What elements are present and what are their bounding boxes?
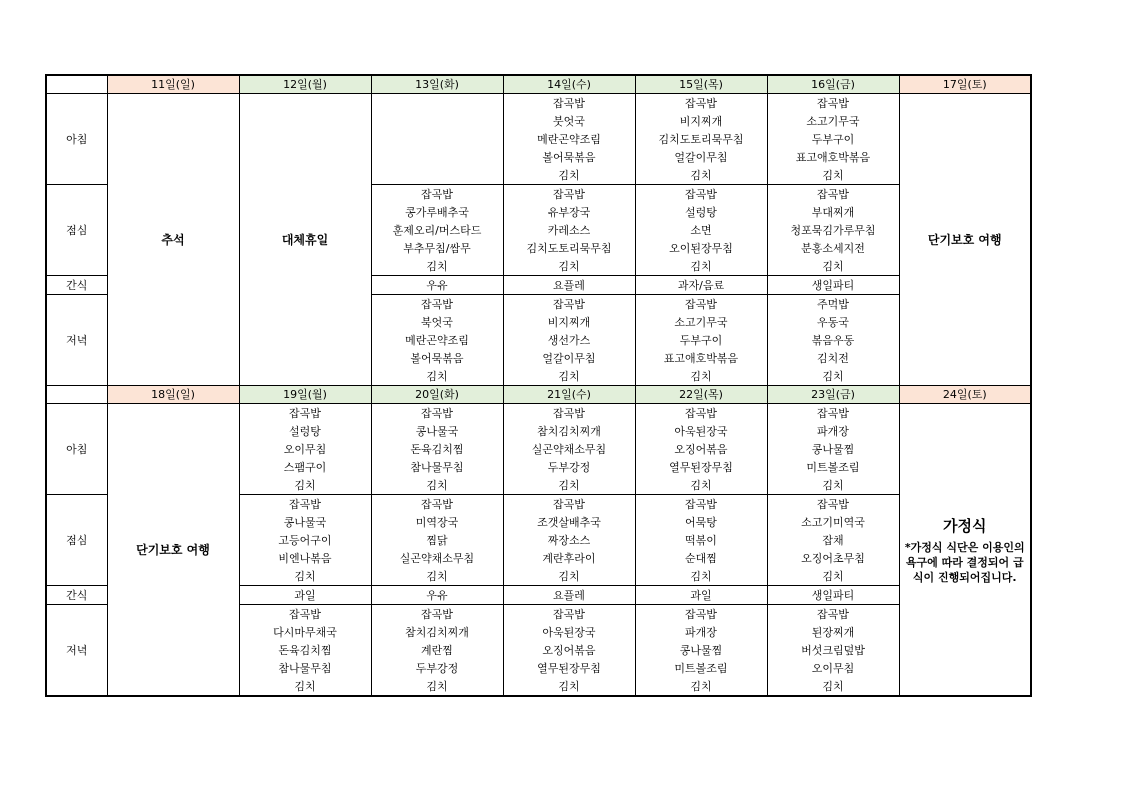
day-header: 12일(월) [239, 75, 371, 94]
menu-item: 설렁탕 [635, 203, 767, 221]
menu-item: 파개장 [767, 422, 899, 440]
meal-label-dinner: 저녁 [46, 605, 107, 697]
menu-item: 잡곡밥 [371, 495, 503, 514]
menu-item: 미트볼조림 [635, 659, 767, 677]
menu-item: 두부구이 [767, 130, 899, 148]
menu-item: 잡곡밥 [635, 185, 767, 204]
snack-item: 우유 [371, 276, 503, 295]
menu-item: 아욱된장국 [503, 623, 635, 641]
menu-item: 잡곡밥 [635, 404, 767, 423]
menu-item: 잡곡밥 [767, 185, 899, 204]
menu-item: 김치 [767, 567, 899, 586]
menu-item: 잡곡밥 [239, 404, 371, 423]
menu-item: 잡곡밥 [371, 185, 503, 204]
header-blank [46, 386, 107, 404]
menu-item: 오이무침 [239, 440, 371, 458]
menu-item: 미역장국 [371, 513, 503, 531]
meal-label-breakfast: 아침 [46, 404, 107, 495]
menu-item: 계란찜 [371, 641, 503, 659]
menu-item: 잡곡밥 [767, 94, 899, 113]
menu-item: 소고기무국 [635, 313, 767, 331]
menu-item: 김치 [503, 257, 635, 276]
short-term-trip: 단기보호 여행 [107, 404, 239, 697]
menu-item: 떡볶이 [635, 531, 767, 549]
menu-item: 두부구이 [635, 331, 767, 349]
menu-item: 계란후라이 [503, 549, 635, 567]
menu-item: 된장찌개 [767, 623, 899, 641]
empty-cell [371, 94, 503, 185]
menu-item: 아욱된장국 [635, 422, 767, 440]
day-header: 21일(수) [503, 386, 635, 404]
day-header: 15일(목) [635, 75, 767, 94]
menu-item: 참치김치찌개 [503, 422, 635, 440]
day-header: 23일(금) [767, 386, 899, 404]
menu-item: 두부강정 [371, 659, 503, 677]
menu-item: 콩가루배추국 [371, 203, 503, 221]
menu-item: 오징어볶음 [503, 641, 635, 659]
menu-item: 김치도토리묵무침 [635, 130, 767, 148]
menu-item: 다시마무채국 [239, 623, 371, 641]
menu-item: 김치 [635, 677, 767, 696]
menu-item: 비지찌개 [503, 313, 635, 331]
meal-label-breakfast: 아침 [46, 94, 107, 185]
menu-item: 메란곤약조림 [371, 331, 503, 349]
menu-item: 김치 [503, 476, 635, 495]
menu-item: 잡곡밥 [635, 495, 767, 514]
menu-item: 잡곡밥 [503, 605, 635, 624]
menu-item: 얼갈이무침 [635, 148, 767, 166]
menu-item: 소고기미역국 [767, 513, 899, 531]
menu-item: 주먹밥 [767, 295, 899, 314]
holiday-substitute: 대체휴일 [239, 94, 371, 386]
meal-label-dinner: 저녁 [46, 295, 107, 386]
menu-item: 비엔나볶음 [239, 549, 371, 567]
menu-item: 김치 [635, 257, 767, 276]
menu-item: 카레소스 [503, 221, 635, 239]
menu-item: 버섯크림덮밥 [767, 641, 899, 659]
menu-item: 우동국 [767, 313, 899, 331]
menu-item: 볼어묵볶음 [503, 148, 635, 166]
menu-item: 잡곡밥 [635, 94, 767, 113]
menu-item: 열무된장무침 [503, 659, 635, 677]
meal-label-lunch: 점심 [46, 185, 107, 276]
menu-item: 북엇국 [371, 313, 503, 331]
menu-item: 잡곡밥 [503, 495, 635, 514]
menu-item: 오징어볶음 [635, 440, 767, 458]
menu-item: 오이무침 [767, 659, 899, 677]
menu-item: 김치도토리묵무침 [503, 239, 635, 257]
menu-item: 잡곡밥 [767, 404, 899, 423]
menu-item: 김치 [239, 476, 371, 495]
day-header: 22일(목) [635, 386, 767, 404]
header-blank [46, 75, 107, 94]
menu-item: 잡곡밥 [767, 605, 899, 624]
menu-item: 순대찜 [635, 549, 767, 567]
snack-item: 우유 [371, 586, 503, 605]
meal-label-snack: 간식 [46, 276, 107, 295]
menu-item: 부대찌개 [767, 203, 899, 221]
day-header: 13일(화) [371, 75, 503, 94]
menu-item: 참나물무침 [239, 659, 371, 677]
menu-item: 참나물무침 [371, 458, 503, 476]
menu-item: 김치 [767, 367, 899, 386]
home-meal-title: 가정식 [943, 516, 987, 535]
menu-item: 돈육김치찜 [239, 641, 371, 659]
menu-item: 김치 [635, 367, 767, 386]
snack-item: 생일파티 [767, 276, 899, 295]
menu-item: 콩나물찜 [635, 641, 767, 659]
menu-item: 김치 [371, 476, 503, 495]
snack-item: 요플레 [503, 276, 635, 295]
menu-item: 콩나물찜 [767, 440, 899, 458]
menu-item: 볶음우동 [767, 331, 899, 349]
menu-item: 얼갈이무침 [503, 349, 635, 367]
menu-item: 찜닭 [371, 531, 503, 549]
day-header: 18일(일) [107, 386, 239, 404]
menu-item: 소면 [635, 221, 767, 239]
menu-item: 김치 [635, 567, 767, 586]
day-header: 16일(금) [767, 75, 899, 94]
menu-item: 실곤약채소무침 [503, 440, 635, 458]
menu-item: 표고애호박볶음 [635, 349, 767, 367]
snack-item: 생일파티 [767, 586, 899, 605]
menu-item: 고등어구이 [239, 531, 371, 549]
weekly-meal-table [45, 74, 1032, 697]
menu-item: 김치 [635, 166, 767, 185]
menu-item: 잡곡밥 [371, 295, 503, 314]
day-header: 20일(화) [371, 386, 503, 404]
snack-item: 요플레 [503, 586, 635, 605]
holiday-chuseok: 추석 [107, 94, 239, 386]
home-meal-cell [899, 404, 1031, 697]
menu-item: 미트볼조림 [767, 458, 899, 476]
snack-item: 과일 [635, 586, 767, 605]
menu-item: 분홍소세지전 [767, 239, 899, 257]
menu-item: 스팸구이 [239, 458, 371, 476]
menu-item: 김치 [635, 476, 767, 495]
menu-item: 파개장 [635, 623, 767, 641]
menu-item: 잡곡밥 [503, 295, 635, 314]
home-meal-note: *가정식 식단은 이용인의 욕구에 따라 결정되어 급식이 진행되어집니다. [904, 540, 1025, 584]
menu-item: 김치 [371, 257, 503, 276]
menu-item: 청포묵김가루무침 [767, 221, 899, 239]
menu-item: 잡곡밥 [503, 185, 635, 204]
day-header: 11일(일) [107, 75, 239, 94]
menu-item: 볼어묵볶음 [371, 349, 503, 367]
menu-item: 붓엇국 [503, 112, 635, 130]
menu-item: 두부강정 [503, 458, 635, 476]
menu-item: 오징어초무침 [767, 549, 899, 567]
menu-item: 김치 [767, 476, 899, 495]
menu-item: 김치 [767, 166, 899, 185]
day-header: 19일(월) [239, 386, 371, 404]
menu-item: 참치김치찌개 [371, 623, 503, 641]
menu-item: 김치 [371, 367, 503, 386]
day-header: 24일(토) [899, 386, 1031, 404]
menu-item: 잡곡밥 [371, 404, 503, 423]
menu-item: 유부장국 [503, 203, 635, 221]
menu-item: 콩나물국 [239, 513, 371, 531]
menu-item: 김치 [371, 677, 503, 696]
menu-item: 짜장소스 [503, 531, 635, 549]
menu-item: 김치 [767, 677, 899, 696]
menu-item: 표고애호박볶음 [767, 148, 899, 166]
menu-item: 잡곡밥 [239, 605, 371, 624]
short-term-trip: 단기보호 여행 [899, 94, 1031, 386]
menu-item: 실곤약채소무침 [371, 549, 503, 567]
menu-item: 김치 [503, 367, 635, 386]
menu-item: 김치 [503, 567, 635, 586]
menu-item: 콩나물국 [371, 422, 503, 440]
menu-item: 김치 [503, 677, 635, 696]
menu-item: 잡채 [767, 531, 899, 549]
menu-item: 김치 [239, 567, 371, 586]
menu-item: 잡곡밥 [371, 605, 503, 624]
menu-item: 김치 [371, 567, 503, 586]
menu-item: 김치 [503, 166, 635, 185]
menu-item: 김치전 [767, 349, 899, 367]
menu-item: 조갯살배추국 [503, 513, 635, 531]
menu-item: 김치 [239, 677, 371, 696]
menu-item: 잡곡밥 [767, 495, 899, 514]
menu-item: 설렁탕 [239, 422, 371, 440]
menu-item: 잡곡밥 [239, 495, 371, 514]
menu-item: 잡곡밥 [503, 94, 635, 113]
menu-item: 어묵탕 [635, 513, 767, 531]
menu-item: 잡곡밥 [635, 605, 767, 624]
menu-item: 잡곡밥 [503, 404, 635, 423]
menu-item: 잡곡밥 [635, 295, 767, 314]
menu-item: 소고기무국 [767, 112, 899, 130]
menu-item: 부추무침/쌈무 [371, 239, 503, 257]
menu-item: 오이된장무침 [635, 239, 767, 257]
day-header: 14일(수) [503, 75, 635, 94]
day-header: 17일(토) [899, 75, 1031, 94]
meal-label-lunch: 점심 [46, 495, 107, 586]
snack-item: 과일 [239, 586, 371, 605]
meal-label-snack: 간식 [46, 586, 107, 605]
menu-item: 비지찌개 [635, 112, 767, 130]
snack-item: 과자/음료 [635, 276, 767, 295]
menu-item: 열무된장무침 [635, 458, 767, 476]
menu-item: 김치 [767, 257, 899, 276]
menu-item: 훈제오리/머스타드 [371, 221, 503, 239]
menu-item: 돈육김치찜 [371, 440, 503, 458]
menu-item: 메란곤약조림 [503, 130, 635, 148]
menu-item: 생선가스 [503, 331, 635, 349]
